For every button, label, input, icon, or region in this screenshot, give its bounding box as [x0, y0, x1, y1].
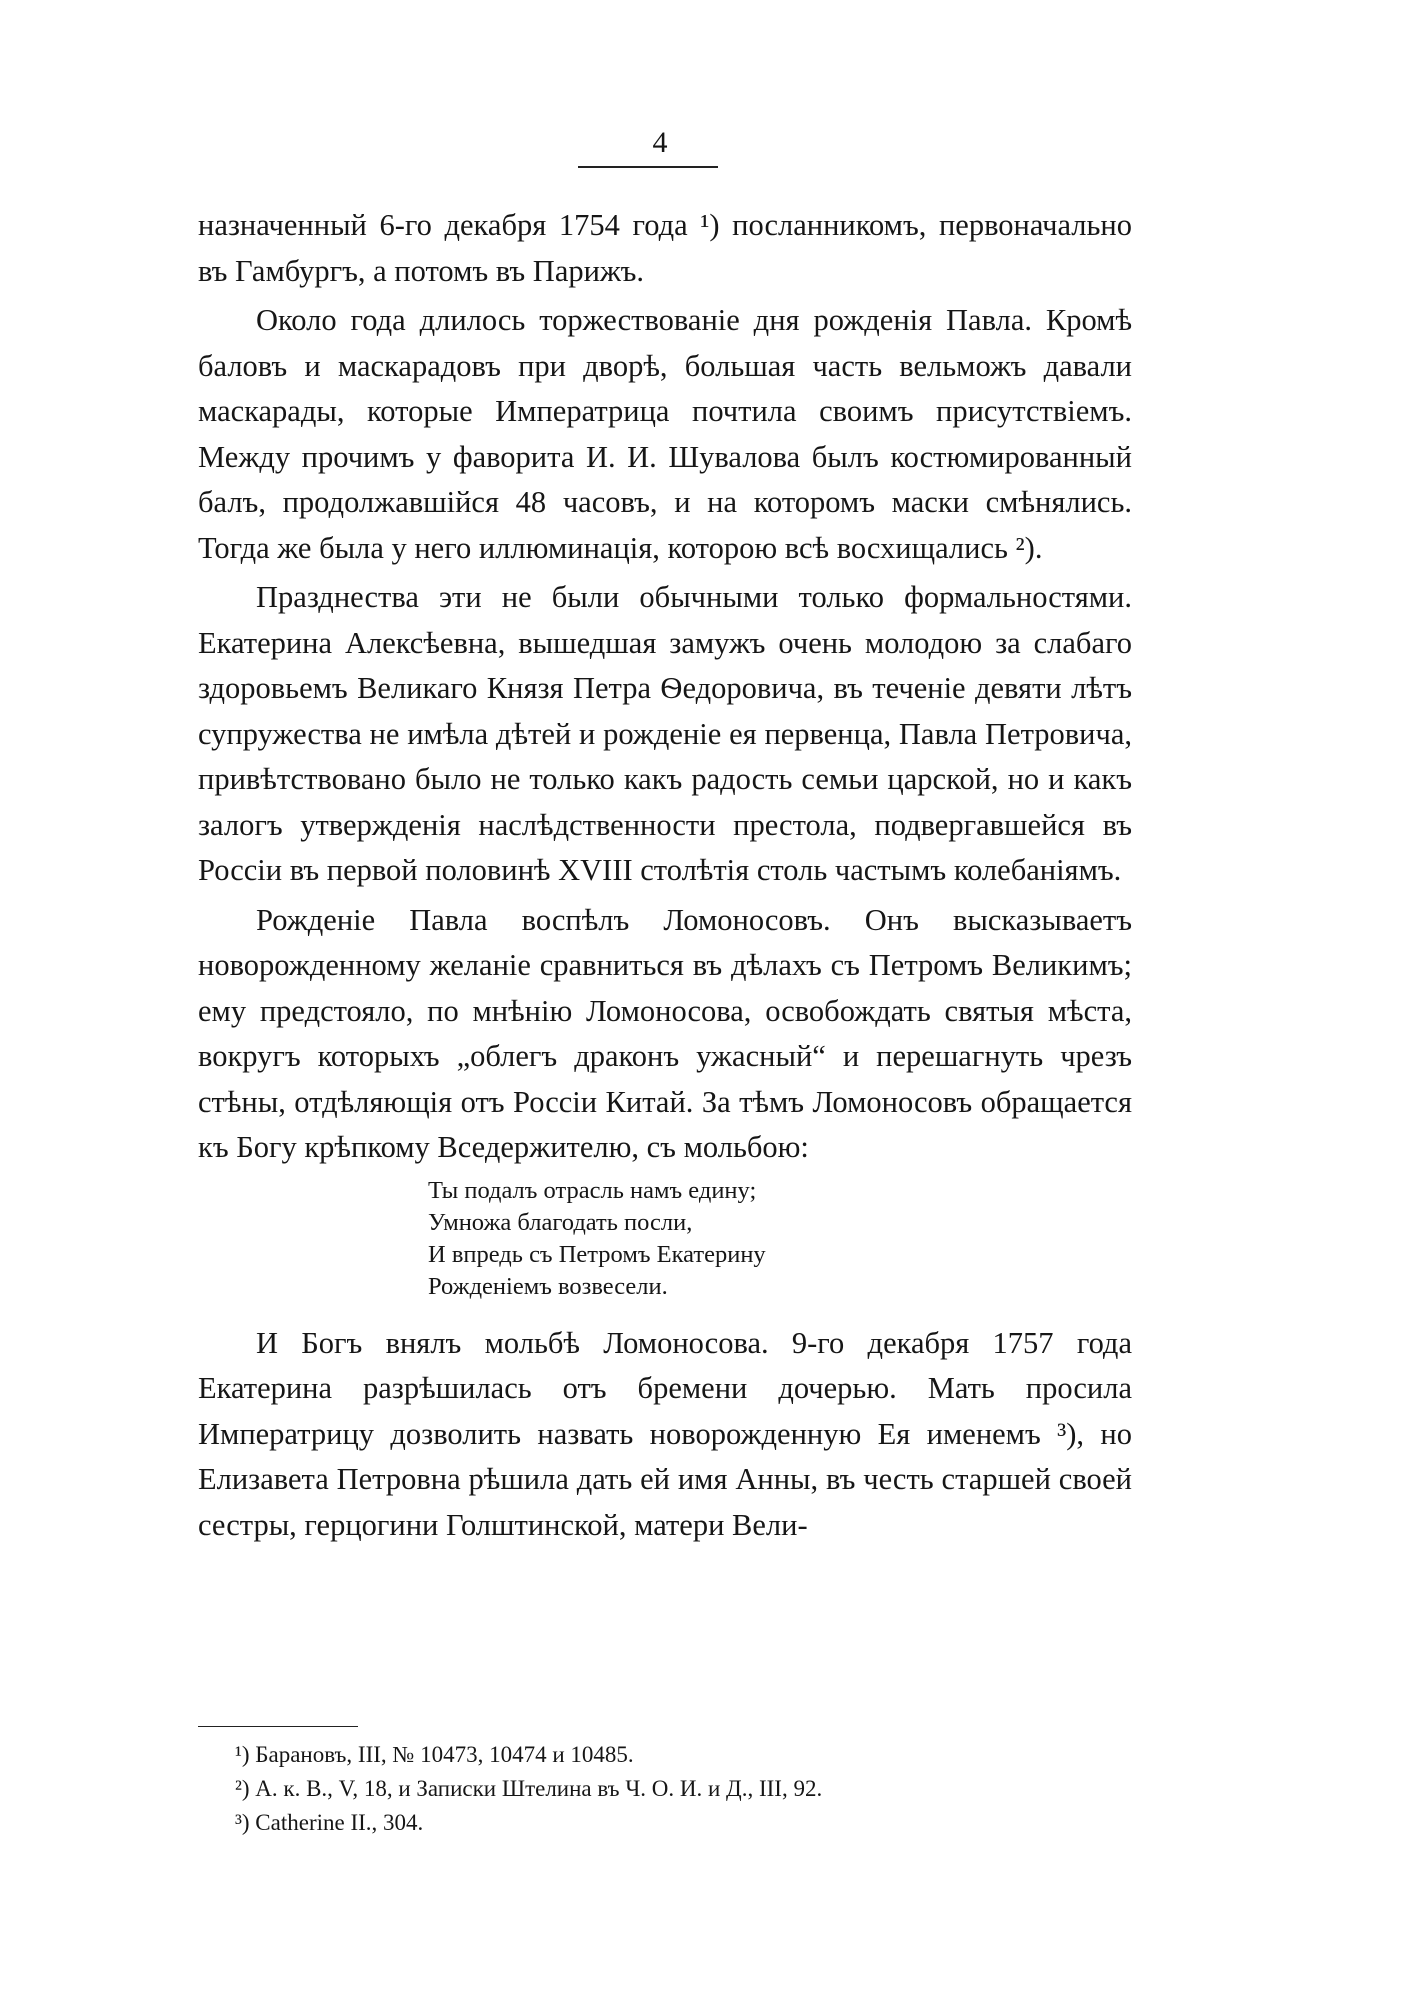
footnotes	[235, 1738, 1115, 1840]
paragraph-1: назначенный 6-го декабря 1754 года ¹) посланникомъ, первоначально въ Гамбургъ, а потомъ въ Парижъ.	[198, 208, 1132, 288]
header-rule	[578, 166, 718, 168]
poem-line-4: Рожденіемъ возвесели.	[428, 1272, 668, 1300]
footnote-2: ²) А. к. В., V, 18, и Записки Штелина въ Ч. О. И. и Д., III, 92.	[235, 1776, 823, 1801]
poem-quote	[428, 1175, 1132, 1303]
page-number: 4	[652, 126, 668, 159]
footnote-rule	[198, 1726, 358, 1727]
paragraph-3: Празднества эти не были обычными только формальностями. Екатерина Алексѣевна, вышедшая замужъ очень молодою за слабаго здоровьемъ Великаго Князя Петра Ѳедоровича, въ теченіе девяти лѣтъ супружества не имѣла дѣтей и рожденіе ея первенца, Павла Петровича, привѣтствовано было не только какъ радость семьи царской, но и какъ залогъ утвержденія наслѣдственности престола, подвергавшейся въ Россіи въ первой половинѣ XVIII столѣтія столь частымъ колебаніямъ.	[198, 580, 1132, 887]
footnote-1: ¹) Барановъ, III, № 10473, 10474 и 10485.	[235, 1742, 634, 1767]
footnote-3: ³) Catherine II., 304.	[235, 1810, 424, 1835]
paragraph-4: Рожденіе Павла воспѣлъ Ломоносовъ. Онъ высказываетъ новорожденному желаніе сравниться въ дѣлахъ съ Петромъ Великимъ; ему предстояло, по мнѣнію Ломоносова, освобождать святыя мѣста, вокругъ которыхъ „облегъ драконъ ужасный“ и перешагнуть чрезъ стѣны, отдѣляющія отъ Россіи Китай. За тѣмъ Ломоносовъ обращается къ Богу крѣпкому Вседержителю, съ мольбою:	[198, 902, 1132, 1164]
body-text	[198, 203, 1132, 1552]
paragraph-2: Около года длилось торжествованіе дня рожденія Павла. Кромѣ баловъ и маскарадовъ при дворѣ, большая часть вельможъ давали маскарады, которые Императрица почтила своимъ присутствіемъ. Между прочимъ у фаворита И. И. Шувалова былъ костюмированный балъ, продолжавшійся 48 часовъ, и на которомъ маски смѣнялись. Тогда же была у него иллюминація, которою всѣ восхищались ²).	[198, 303, 1132, 565]
poem-line-3: И впредь съ Петромъ Екатерину	[428, 1240, 766, 1268]
poem-line-1: Ты подалъ отрасль намъ едину;	[428, 1176, 757, 1204]
poem-line-2: Умножа благодать посли,	[428, 1208, 693, 1236]
paragraph-5: И Богъ внялъ мольбѣ Ломоносова. 9-го декабря 1757 года Екатерина разрѣшилась отъ бремени дочерью. Мать просила Императрицу дозволить назвать новорожденную Ея именемъ ³), но Елизавета Петровна рѣшила дать ей имя Анны, въ честь старшей своей сестры, герцогини Голштинской, матери Вели-	[198, 1325, 1132, 1542]
